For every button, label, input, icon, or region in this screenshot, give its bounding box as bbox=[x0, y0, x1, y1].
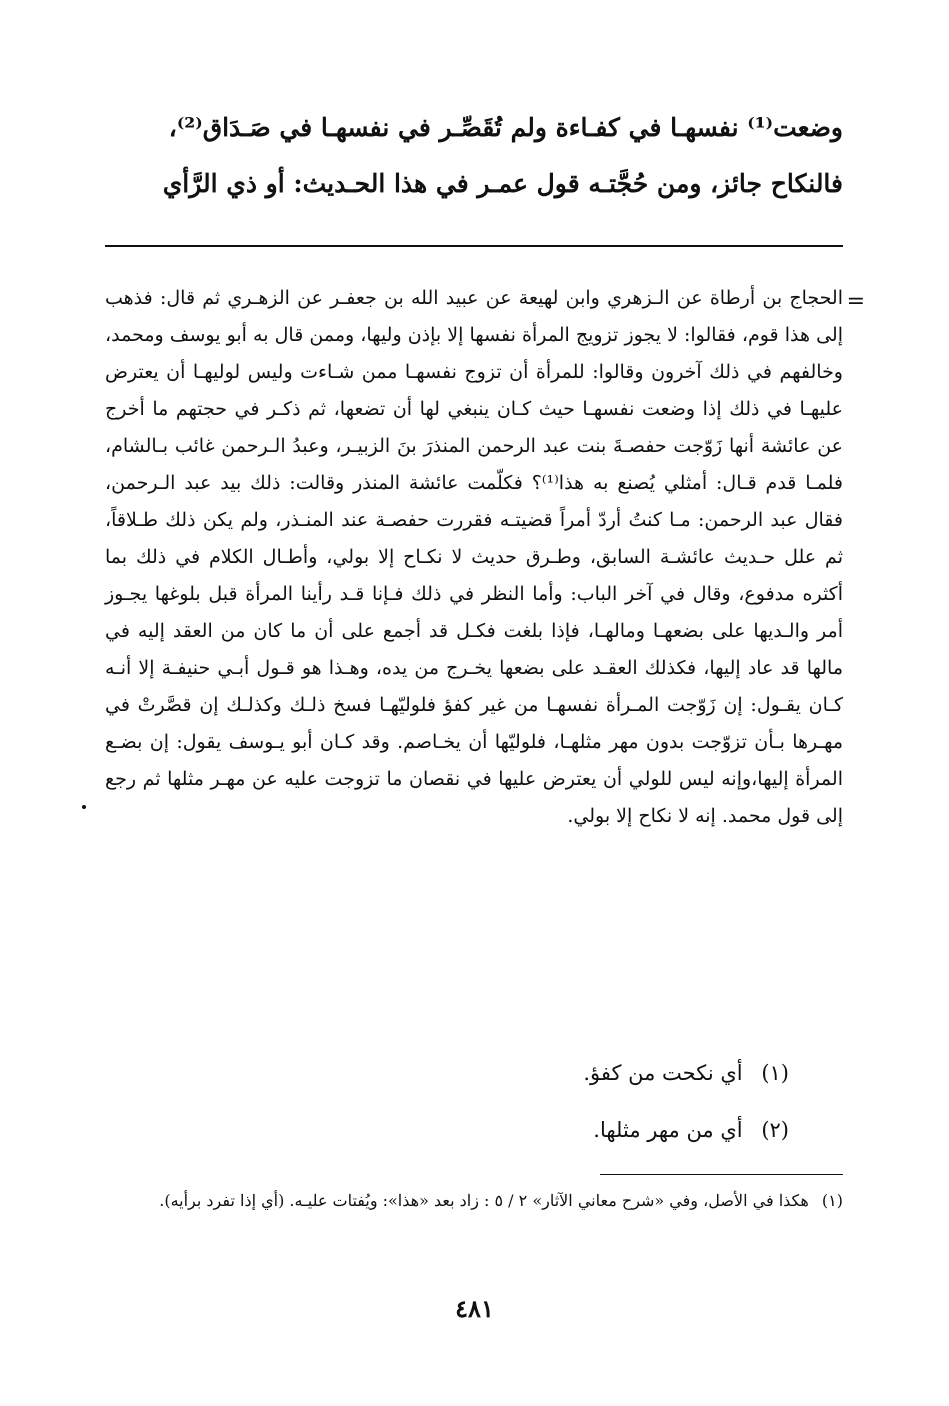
continuation-marker: = bbox=[846, 289, 865, 314]
short-notes bbox=[289, 1045, 789, 1159]
bottom-footnote bbox=[108, 1186, 843, 1216]
short-note-1 bbox=[289, 1045, 789, 1102]
commentary-notes bbox=[105, 280, 843, 835]
page-number: ٤٨١ bbox=[455, 1294, 494, 1323]
short-note-number: (١) bbox=[761, 1061, 789, 1085]
main-separator-rule bbox=[105, 245, 843, 247]
short-note-text: أي نكحت من كفؤ. bbox=[583, 1061, 743, 1085]
main-text-line: وضعت⁽¹⁾ نفسهـا في كفـاءة ولم تُقَصِّـر في نفسهـا في صَـدَاق⁽²⁾، bbox=[168, 113, 843, 142]
commentary-paragraph: الحجاج بن أرطاة عن الـزهري وابن لهيعة عن عبيد الله بن جعفـر عن الزهـري ثم قال: فذهب إلى هذا قوم، فقالوا: لا يجوز تزويج المرأة نفسها إلا بإذن وليها، وممن قال به أبو يوسف ومحمد، وخالفهم في ذلك آخرون وقالوا: للمرأة أن تزوج نفسهـا ممن شـاءت وليس لوليهـا أن يعترض عليهـا في ذلك إذا وضعت نفسهـا حيث كـان ينبغي لها أن تضعها، ثم ذكـر في حجتهم ما أخرج عن عائشة أنها زَوّجت حفصـةَ بنت عبد الرحمن المنذرَ بنَ الزبيـر، وعبدُ الـرحمن غائب بـالشام، فلمـا قدم قـال: أمثلي يُصنع به هذا⁽¹⁾؟ فكلّمت عائشة المنذر وقالت: ذلك بيد عبد الـرحمن، فقال عبد الرحمن: مـا كنتُ أردّ أمراً قضيتـه فقررت حفصـة عند المنـذر، ولم يكن ذلك طـلاقاً، ثم علل حـديث عائشـة السابق، وطـرق حديث لا نكـاح إلا بولي، وأطـال الكلام في ذلك بما أكثره مدفوع، وقال في آخر الباب: وأما النظر في ذلك فـإنا قـد رأينا المرأة قبل بلوغها يجـوز أمر والـديها على بضعهـا ومالهـا، فإذا بلغت فكـل قد أجمع على أن ما كان من العقد إليه في مالها قد عاد إليها، فكذلك العقـد على بضعها يخـرج من يده، وهـذا هو قـول أبـي حنيفـة إلا أنـه كـان يقـول: إن زَوّجت المـرأة نفسهـا من غير كفؤ فلوليّهـا فسخ ذلـك وكذلـك إن قصَّرتْ في مهـرها بـأن تزوّجت بدون مهر مثلهـا، فلوليّها أن يخـاصم. وقد كـان أبو يـوسف يقول: إن بضـع المرأة إليها،وإنه ليس للولي أن يعترض عليها في نقصان ما تزوجت عليه عن مهـر مثلها ثم رجع إلى قول محمد. إنه لا نكاح إلا بولي. bbox=[105, 287, 843, 827]
short-note-text: أي من مهر مثلها. bbox=[593, 1118, 743, 1142]
short-note-2 bbox=[289, 1102, 789, 1159]
main-text-line: فالنكاح جائز، ومن حُجَّتـه قول عمـر في هذا الحـديث: أو ذي الرَّأي bbox=[162, 169, 843, 198]
main-text bbox=[108, 100, 843, 212]
margin-dot bbox=[82, 805, 86, 809]
bottom-footnote-text: هكذا في الأصل، وفي «شرح معاني الآثار» ٢ / ٥ : زاد بعد «هذا»: ويُفتات عليـه. (أي إذا تفرد برأيه). bbox=[159, 1191, 809, 1210]
footnote-separator-rule bbox=[600, 1174, 843, 1175]
short-note-number: (٢) bbox=[761, 1118, 789, 1142]
bottom-footnote-number: (١) bbox=[821, 1191, 843, 1210]
